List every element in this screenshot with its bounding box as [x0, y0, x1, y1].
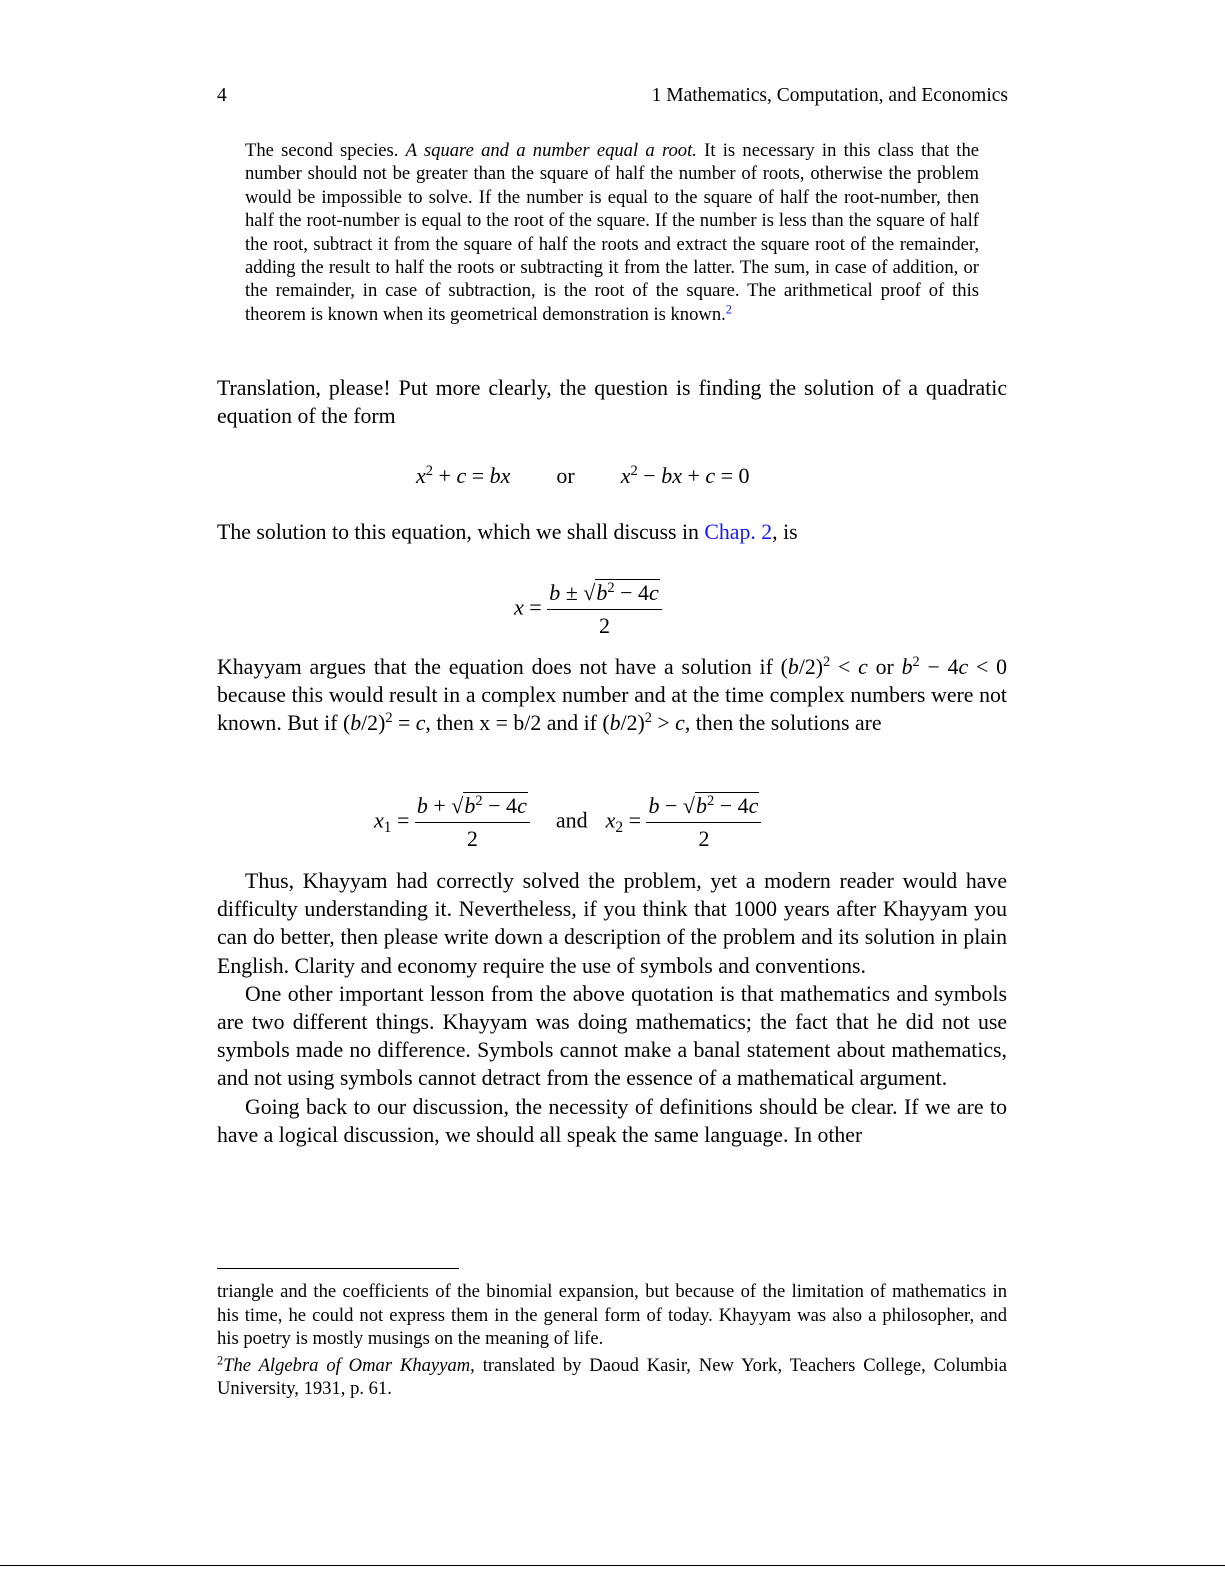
paragraph-lesson: One other important lesson from the above quotation is that mathematics and symbols are two different things. Khayyam was doing mathematics; the fact that he did not use symbols made no difference. Symbols cannot make a banal statement about mathematics, and not using symbols cannot detract from the essence of a mathematical argument.: [217, 981, 1007, 1091]
footnote-continued: triangle and the coefficients of the binomial expansion, but because of the limitation of mathematics in his time, he could not express them in the general form of today. Khayyam was also a philosopher, and his poetry is mostly musings on the meaning of life.: [217, 1281, 1007, 1350]
quote-lead: The second species.: [245, 140, 406, 161]
footnote-ref-2[interactable]: 2: [725, 302, 732, 317]
footnote-2-title: The Algebra of Omar Khayyam: [223, 1354, 471, 1376]
paragraph-solution: [217, 518, 1007, 546]
quote-italic: A square and a number equal a root.: [405, 140, 697, 161]
running-head: 1 Mathematics, Computation, and Economics: [651, 85, 1008, 106]
footnote-rule: [217, 1268, 459, 1269]
equation-or: or: [556, 463, 575, 488]
quote-text: It is necessary in this class that the number should not be greater than the square of half the number of roots, otherwise the problem would be impossible to solve. If the number is equal to the square of half the root-number, then half the root-number is equal to the root of the square. If the number is less than the square of half the root, subtract it from the square of half the roots and extract the square root of the remainder, adding the result to half the roots or subtracting it from the latter. The sum, in case of addition, or the remainder, in case of subtraction, is the root of the square. The arithmetical proof of this theorem is known when its geometrical demonstration is known.: [245, 140, 980, 325]
solution-text-after: , is: [772, 520, 798, 544]
paragraph-translation-text: Translation, please! Put more clearly, the question is finding the solution of a quadratic equation of the form: [217, 376, 1007, 429]
paragraph-thus: Thus, Khayyam had correctly solved the problem, yet a modern reader would have difficulty understanding it. Nevertheless, if you think that 1000 years after Khayyam you can do better, then please write down a description of the problem and its solution in plain English. Clarity and economy require the use of symbols and conventions.: [217, 869, 1007, 978]
equation-two-solutions: $x_1$ = $\frac{b + √b^2 - 4c}{2}$ and $x_2$ = $\frac{b - √b^2 - 4c}{2}$: [374, 793, 761, 852]
page-number: 4: [217, 85, 227, 106]
equation-quadratic-forms: $x^2 + c$ = bx or $x^2$ − bx + c = 0: [416, 463, 750, 488]
page-bottom-border: [0, 1565, 1225, 1566]
block-quote: [245, 139, 979, 326]
footnote-2-rest: , translated by Daoud Kasir, New York, Teachers College, Columbia University, 1931, p. 61.: [217, 1354, 1007, 1400]
khayyam-text-3: because this would result in a complex number and at the time complex numbers were not known. But if: [217, 683, 1007, 736]
paragraph-translation: [217, 374, 1007, 430]
equation-and: and: [555, 807, 588, 833]
khayyam-text-2: or: [867, 655, 902, 679]
khayyam-text-1: Khayyam argues that the equation does not have a solution if: [217, 655, 781, 679]
khayyam-text-4: , then x = b/2 and if: [425, 711, 603, 736]
solution-text-before: The solution to this equation, which we shall discuss in: [217, 520, 705, 544]
khayyam-text-5: , then the solutions are: [684, 711, 882, 736]
paragraph-going-back: Going back to our discussion, the necessity of definitions should be clear. If we are to have a logical discussion, we should all speak the same language. In other: [217, 1094, 1007, 1147]
body-paragraphs: [217, 867, 1007, 1149]
footnote-2-mark: 2: [217, 1353, 224, 1368]
equation-quadratic-formula: x = $\frac{b \pm √b^2 - 4c}{2}$: [514, 580, 662, 639]
chap-2-link[interactable]: Chap. 2: [704, 520, 773, 544]
footnotes: [217, 1280, 1007, 1401]
footnote-2: [217, 1354, 1007, 1401]
paragraph-khayyam-argues: Khayyam argues that the equation does not have a solution if $(b/2)^2 < c$ or $b^2 - 4c < 0$ because this would result in a complex number and at the time complex numbers were not known. But if $(b/2)^2 = c$, then x = b/2 and if $(b/2)^2 > c$, then the solutions are: [217, 654, 1008, 736]
